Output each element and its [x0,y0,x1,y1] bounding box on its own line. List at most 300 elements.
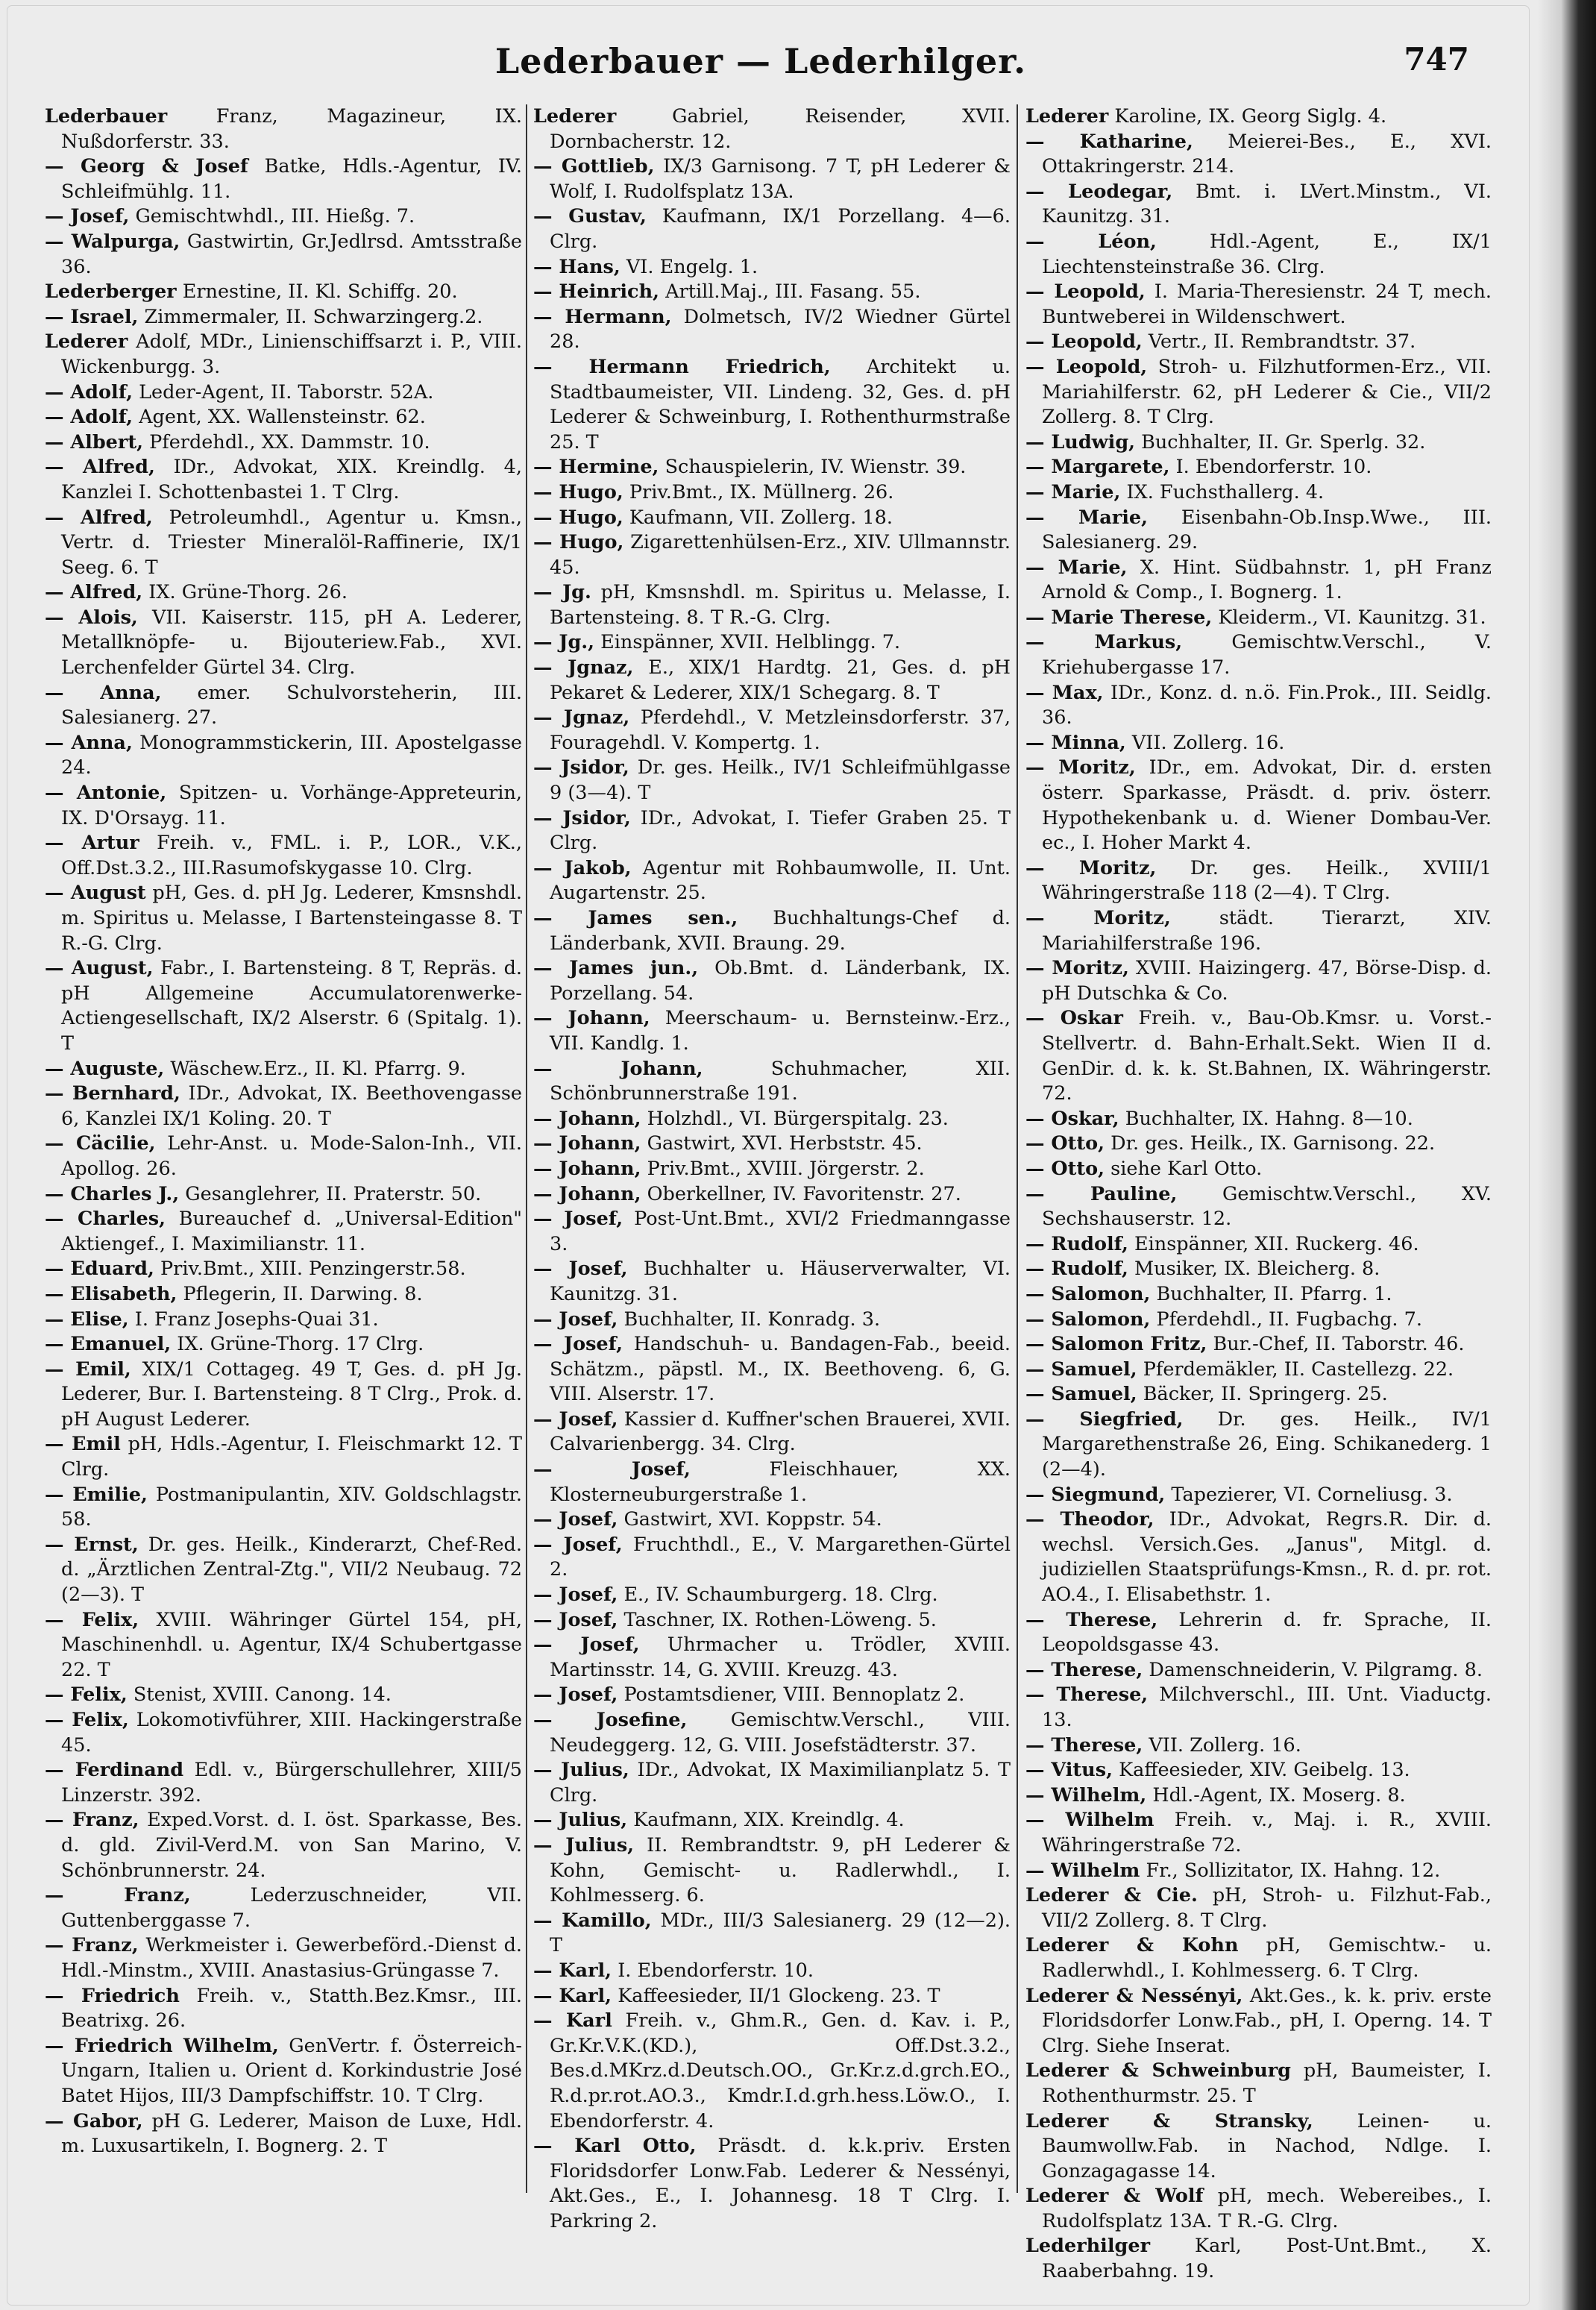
directory-entry [1025,2234,1492,2284]
directory-entry [533,455,1011,480]
entry-name: — Johann, [533,1007,650,1030]
entry-name: — Moritz, [1025,957,1129,980]
directory-entry [1025,480,1492,506]
directory-entry [1025,1257,1492,1282]
entry-text: Kaufmann, IX/1 Porzellang. 4—6. Clrg. [550,205,1011,253]
entry-text: Dr. ges. Heilk., XVIII/1 Währingerstraße 118 (2—4). T Clrg. [1042,856,1492,905]
directory-entry [1025,906,1492,956]
directory-entry [1025,606,1492,631]
directory-entry [45,1082,522,1132]
entry-text: pH, Stroh- u. Filzhut-Fab., VII/2 Zollerg. 8. T Clrg. [1042,1884,1492,1932]
directory-entry [1025,1232,1492,1258]
entry-name: — Charles, [45,1208,166,1231]
entry-text: Buchhalter, II. Pfarrg. 1. [1156,1282,1392,1305]
directory-entry [45,1483,522,1533]
entry-text: Freih. v., Ghm.R., Gen. d. Kav. i. P., Gr.Kr.V.K.(KD.), Off.Dst.3.2., Bes.d.MKrz.d.Deutsch.OO., Gr.Kr.z.d.grch.EO., R.d.pr.rot.AO.3., Kmdr.I.d.grh.hess.Löw.O., I. Ebendorferstr. 4. [550,2009,1011,2132]
directory-entry [533,1006,1011,1056]
entry-name: — Hugo, [533,480,623,503]
directory-entry [1025,1107,1492,1132]
entry-name: — Siegfried, [1025,1407,1184,1431]
entry-text: Dr. ges. Heilk., IV/1 Margarethenstraße 26, Eing. Schikanederg. 1 (2—4). [1042,1407,1492,1481]
directory-entry [1025,355,1492,430]
entry-name: — Salomon Fritz, [1025,1333,1207,1356]
directory-entry [1025,1507,1492,1607]
directory-entry [533,856,1011,906]
entry-name: — Heinrich, [533,280,659,304]
directory-entry [1025,630,1492,680]
entry-name: — Josef, [533,1508,618,1531]
entry-name: — Leodegar, [1025,180,1173,203]
entry-text: Hdl.-Agent, E., IX/1 Liechtensteinstraße 36. Clrg. [1042,230,1492,278]
directory-entry [1025,1308,1492,1333]
directory-entry [1025,1733,1492,1759]
directory-entry [1025,280,1492,330]
directory-entry [533,806,1011,856]
directory-entry [45,1332,522,1358]
directory-entry [45,1257,522,1282]
entry-text: Gemischtwhdl., III. Hießg. 7. [135,205,415,228]
directory-entry [45,1883,522,1933]
entry-name: — Franz, [45,1884,191,1907]
entry-text: E., XIX/1 Hardtg. 21, Ges. d. pH Pekaret & Lederer, XIX/1 Schegarg. 8. T [550,656,1011,704]
directory-entry [45,330,522,380]
entry-name: — Leopold, [1025,355,1148,378]
directory-entry [45,1533,522,1608]
entry-text: Lehrerin d. fr. Sprache, II. Leopoldsgasse 43. [1042,1608,1492,1657]
entry-name: — Léon, [1025,230,1157,253]
entry-name: — Josef, [533,1633,640,1657]
entry-text: Dr. ges. Heilk., IV/1 Schleifmühlgasse 9 (3—4). T [550,756,1011,805]
entry-name: — Leopold, [1025,330,1143,354]
entry-text: Lokomotivführer, XIII. Hackingerstraße 45. [61,1709,522,1757]
entry-text: Postmanipulantin, XIV. Goldschlagstr. 58. [61,1483,522,1531]
directory-entry [533,1583,1011,1608]
entry-name: — Therese, [1025,1658,1143,1681]
entry-text: Zimmermaler, II. Schwarzingerg.2. [144,305,483,328]
entry-text: Kaufmann, VII. Zollerg. 18. [629,506,893,529]
entry-text: XVIII. Währinger Gürtel 154, pH, Maschinenhdl. u. Agentur, IX/4 Schubertgasse 22. T [61,1608,522,1681]
entry-text: GenVertr. f. Österreich-Ungarn, Italien u. Orient d. Korkindustrie José Batet Hijos, III/3 Dampfschiffstr. 10. T Clrg. [61,2034,522,2107]
entry-name: — Johann, [533,1132,641,1155]
directory-entry [1025,1132,1492,1157]
directory-entry [533,1533,1011,1583]
directory-entry [45,1683,522,1708]
entry-name: — Josef, [533,1683,618,1707]
entry-text: Buchhalter u. Häuserverwalter, VI. Kaunitzg. 31. [550,1258,1011,1305]
directory-entry [533,280,1011,305]
entry-name: — Margarete, [1025,456,1170,479]
entry-text: I. Maria-Theresienstr. 24 T, mech. Buntweberei in Wildenschwert. [1042,280,1492,328]
entry-text: Pferdemäkler, II. Castellezg. 22. [1143,1358,1454,1381]
entry-name: — Samuel, [1025,1383,1137,1406]
entry-text: Agentur mit Rohbaumwolle, II. Unt. Augartenstr. 25. [550,856,1011,905]
entry-name: — Elisabeth, [45,1282,177,1305]
entry-text: Freih. v., Bau-Ob.Kmsr. u. Vorst.-Stellvertr. d. Bahn-Erhalt.Sekt. Wien II d. GenDir. d. k. k. St.Bahnen, IX. Währingerstr. 72. [1042,1007,1492,1105]
directory-entry [45,1808,522,1883]
entry-name: — Friedrich [45,1984,180,2007]
entry-text: pH, Hdls.-Agentur, I. Fleischmarkt 12. T Clrg. [61,1433,522,1481]
entry-name: — Artur [45,832,139,855]
entry-text: IX/3 Garnisong. 7 T, pH Lederer & Wolf, I. Rudolfsplatz 13A. [550,155,1011,203]
directory-entry [45,1933,522,1983]
entry-text: Lederzuschneider, VII. Guttenberggasse 7. [61,1884,522,1932]
directory-entry [533,1959,1011,1984]
entry-name: — Emilie, [45,1483,148,1506]
directory-entry [45,1308,522,1333]
entry-name: — Josef, [533,1458,691,1481]
entry-name: — James sen., [533,907,738,929]
directory-entry [1025,556,1492,606]
entry-text: Priv.Bmt., XIII. Penzingerstr.58. [160,1258,466,1281]
directory-entry [45,956,522,1056]
directory-entry [45,1758,522,1808]
entry-name: — Emil [45,1433,121,1456]
entry-text: Bur.-Chef, II. Taborstr. 46. [1213,1333,1465,1356]
entry-text: Kaffeesieder, XIV. Geibelg. 13. [1119,1759,1410,1782]
entry-name: — Therese, [1025,1733,1143,1757]
entry-name: — Charles J., [45,1182,180,1205]
entry-text: Dolmetsch, IV/2 Wiedner Gürtel 28. [550,305,1011,354]
entry-text: Wäschew.Erz., II. Kl. Pfarrg. 9. [170,1057,466,1080]
entry-name: — Gustav, [533,205,647,228]
directory-entry [533,580,1011,630]
entry-text: Stenist, XVIII. Canong. 14. [133,1683,392,1707]
entry-name: — Otto, [1025,1132,1105,1155]
entry-text: Damenschneiderin, V. Pilgramg. 8. [1149,1658,1483,1681]
entry-name: — Wilhelm [1025,1859,1140,1882]
entry-name: — Julius, [533,1833,635,1857]
entry-text: Handschuh- u. Bandagen-Fab., beeid. Schätzm., päpstl. M., IX. Beethoveng. 6, G. VIII. Alserstr. 17. [550,1333,1011,1406]
entry-text: IDr., Konz. d. n.ö. Fin.Prok., III. Seidlg. 36. [1042,681,1492,729]
entry-name: — Jg. [533,581,591,604]
entry-text: IX. Grüne-Thorg. 26. [148,581,348,604]
entry-text: Buchhalter, II. Konradg. 3. [623,1308,881,1331]
entry-text: Einspänner, XVII. Helblingg. 7. [600,631,901,654]
entry-name: — Gottlieb, [533,155,655,178]
directory-entry [533,1332,1011,1407]
entry-name: — Marie, [1025,480,1121,503]
directory-entry [1025,104,1492,130]
directory-entry [533,1107,1011,1132]
entry-text: Pferdehdl., II. Fugbachg. 7. [1156,1308,1422,1331]
entry-name: Lederer & Nessényi, [1025,1984,1243,2007]
entry-text: VII. Kaiserstr. 115, pH A. Lederer, Metallknöpfe- u. Bijouteriew.Fab., XVI. Lerchenfelder Gürtel 34. Clrg. [61,606,522,679]
entry-name: — Franz, [45,1934,139,1957]
entry-name: — Salomon, [1025,1282,1151,1305]
directory-entry [533,1909,1011,1959]
entry-name: — Karl [533,2009,612,2033]
entry-name: — Julius, [533,1809,628,1832]
entry-text: I. Ebendorferstr. 10. [1175,456,1372,479]
directory-entry [533,530,1011,580]
entry-name: — Pauline, [1025,1182,1178,1205]
entry-text: XVIII. Haizingerg. 47, Börse-Disp. d. pH Dutschka & Co. [1042,957,1492,1005]
entry-name: — Jakob, [533,856,632,879]
entry-name: — Hermann, [533,305,672,328]
entry-name: — Marie Therese, [1025,606,1213,629]
entry-name: — Jsidor, [533,806,631,829]
entry-text: Milchverschl., III. Unt. Viaductg. 13. [1042,1683,1492,1731]
entry-name: — Julius, [533,1759,629,1782]
entry-name: — Walpurga, [45,230,180,253]
entry-name: — Adolf, [45,380,133,404]
entry-name: — Anna, [45,731,133,754]
entry-text: II. Rembrandtstr. 9, pH Lederer & Kohn, Gemischt- u. Radlerwhdl., I. Kohlmesserg. 6. [550,1833,1011,1907]
entry-name: — Moritz, [1025,907,1171,929]
entry-name: Lederer & Stransky, [1025,2109,1313,2132]
entry-text: Gemischtw.Verschl., XV. Sechshauserstr. 12. [1042,1182,1492,1231]
entry-name: Lederer [1025,105,1109,128]
directory-entry [533,2134,1011,2234]
entry-text: Kassier d. Kuffner'schen Brauerei, XVII. Calvarienbergg. 34. Clrg. [550,1407,1011,1456]
entry-name: — Eduard, [45,1258,154,1281]
directory-entry [1025,230,1492,280]
entry-text: Freih. v., Statth.Bez.Kmsr., III. Beatrixg. 26. [61,1984,522,2033]
entry-text: Pferdehdl., XX. Dammstr. 10. [149,430,430,453]
directory-entry [1025,506,1492,556]
entry-name: — Theodor, [1025,1508,1154,1531]
entry-text: Einspänner, XII. Ruckerg. 46. [1134,1232,1419,1255]
directory-entry [533,630,1011,656]
entry-name: — Karl, [533,1984,612,2007]
entry-name: — August, [45,957,154,980]
entry-text: Artill.Maj., III. Fasang. 55. [665,280,921,304]
entry-name: — Franz, [45,1809,139,1832]
entry-text: Zigarettenhülsen-Erz., XIV. Ullmannstr. 45. [550,531,1011,579]
entry-text: Kaufmann, XIX. Kreindlg. 4. [633,1809,905,1832]
entry-text: Adolf, MDr., Linienschiffsarzt i. P., VIII. Wickenburgg. 3. [61,330,522,378]
directory-entry [45,1182,522,1208]
entry-text: Priv.Bmt., IX. Müllnerg. 26. [629,480,894,503]
entry-text: Pferdehdl., V. Metzleinsdorferstr. 37, Fouragehdl. V. Kompertg. 1. [550,706,1011,754]
entry-name: Lederer & Wolf [1025,2185,1204,2208]
directory-entry [533,1057,1011,1107]
entry-name: Lederhilger [1025,2235,1151,2258]
entry-text: Tapezierer, VI. Corneliusg. 3. [1171,1483,1453,1506]
directory-entry [533,1257,1011,1307]
entry-name: — Rudolf, [1025,1232,1128,1255]
entry-name: — Katharine, [1025,130,1193,153]
entry-text: X. Hint. Südbahnstr. 1, pH Franz Arnold & Comp., I. Bognerg. 1. [1042,556,1492,604]
entry-name: — Karl, [533,1959,612,1982]
entry-name: — Moritz, [1025,756,1136,779]
directory-entry [45,881,522,956]
entry-text: Ob.Bmt. d. Länderbank, IX. Porzellang. 54. [550,957,1011,1005]
directory-entry [1025,1182,1492,1232]
entry-text: Dr. ges. Heilk., Kinderarzt, Chef-Red. d. „Ärztlichen Zentral-Ztg.", VII/2 Neubaug. 72 (2—3). T [61,1533,522,1607]
directory-entry [45,455,522,505]
column-3 [1025,104,1492,2290]
entry-name: — Johann, [533,1182,641,1205]
directory-entry [1025,430,1492,456]
directory-entry [533,1182,1011,1208]
entry-name: — Jsidor, [533,756,629,779]
directory-entry [1025,2109,1492,2185]
directory-entry [45,405,522,430]
entry-text: Priv.Bmt., XVIII. Jörgerstr. 2. [647,1157,925,1180]
entry-name: — Johann, [533,1107,641,1130]
entry-name: — Max, [1025,681,1104,704]
entry-name: — Johann, [533,1157,641,1180]
directory-entry [1025,2059,1492,2109]
entry-name: — Anna, [45,681,162,704]
column-2 [533,104,1011,2290]
directory-entry [1025,1658,1492,1683]
directory-entry [1025,330,1492,355]
directory-entry [1025,756,1492,856]
directory-entry [1025,1883,1492,1933]
entry-name: — Alfred, [45,506,153,529]
directory-entry [45,430,522,456]
directory-entry [45,1708,522,1758]
entry-text: IDr., Advokat, Regrs.R. Dir. d. wechsl. Versich.Ges. „Janus", Mitgl. d. judiziellen Staatsprüfungs-Kmsn., R. d. pr. rot. AO.4., I. Elisabethstr. 1. [1042,1508,1492,1607]
entry-name: — Adolf, [45,406,133,429]
entry-text: IDr., Advokat, I. Tiefer Graben 25. T Clrg. [550,806,1011,855]
directory-entry [45,1984,522,2034]
entry-name: — Wilhelm, [1025,1783,1147,1807]
directory-entry [1025,731,1492,756]
entry-text: MDr., III/3 Salesianerg. 29 (12—2). T [550,1909,1011,1957]
directory-entry [1025,180,1492,230]
entry-name: — Emil, [45,1358,131,1381]
column-divider [526,104,527,2193]
entry-text: Vertr., II. Rembrandtstr. 37. [1148,330,1416,354]
entry-name: — Elise, [45,1308,129,1331]
entry-text: Freih. v., FML. i. P., LOR., V.K., Off.Dst.3.2., III.Rasumofskygasse 10. Clrg. [61,832,522,879]
directory-entry [1025,2184,1492,2234]
entry-text: Gesanglehrer, II. Praterstr. 50. [185,1182,482,1205]
entry-name: — Alfred, [45,581,143,604]
directory-entry [45,380,522,406]
entry-name: — Hans, [533,255,621,278]
directory-entry [533,204,1011,254]
entry-name: — Josef, [533,1308,618,1331]
entry-name: — Hugo, [533,531,624,554]
entry-text: Kaffeesieder, II/1 Glockeng. 23. T [618,1984,940,2007]
entry-name: Lederer & Cie. [1025,1884,1198,1907]
entry-name: — Ferdinand [45,1759,184,1782]
entry-text: städt. Tierarzt, XIV. Mariahilferstraße 196. [1042,907,1492,955]
entry-text: Stroh- u. Filzhutformen-Erz., VII. Mariahilferstr. 62, pH Lederer & Cie., VII/2 Zollerg. 8. T Clrg. [1042,355,1492,429]
entry-text: pH, mech. Webereibes., I. Rudolfsplatz 13A. T R.-G. Clrg. [1042,2185,1492,2232]
entry-name: — Jg., [533,631,595,654]
directory-entry [45,731,522,781]
entry-text: E., IV. Schaumburgerg. 18. Clrg. [623,1584,938,1607]
entry-text: I. Franz Josephs-Quai 31. [134,1308,379,1331]
directory-entry [533,1608,1011,1633]
directory-entry [1025,1282,1492,1308]
entry-text: Gemischtw.Verschl., VIII. Neudeggerg. 12, G. VIII. Josefstädterstr. 37. [550,1709,1011,1757]
entry-name: — Minna, [1025,731,1126,754]
entry-name: — Josef, [533,1333,623,1356]
directory-entry [533,2009,1011,2134]
entry-text: Gastwirtin, Gr.Jedlrsd. Amtsstraße 36. [61,230,522,278]
directory-entry [533,104,1011,154]
entry-text: Uhrmacher u. Trödler, XVIII. Martinsstr. 14, G. XVIII. Kreuzg. 43. [550,1633,1011,1681]
entry-text: Akt.Ges., k. k. priv. erste Floridsdorfer Lonw.Fab., pH, I. Operng. 14. T Clrg. Siehe Inserat. [1042,1984,1492,2057]
entry-text: Architekt u. Stadtbaumeister, VII. Lindeng. 32, Ges. d. pH Lederer & Schweinburg, I. Rothenthurmstraße 25. T [550,355,1011,453]
directory-entry [533,154,1011,204]
entry-text: Karl, Post-Unt.Bmt., X. Raaberbahng. 19. [1042,2235,1492,2283]
entry-name: — Siegmund, [1025,1483,1166,1506]
entry-name: — Vitus, [1025,1759,1113,1782]
entry-name: — Josef, [533,1407,618,1431]
book-edge [1538,0,1596,2310]
entry-text: Edl. v., Bürgerschullehrer, XIII/5 Linzerstr. 392. [61,1759,522,1807]
entry-name: — Josef, [533,1208,623,1231]
directory-entry [1025,1157,1492,1182]
entry-name: — Otto, [1025,1157,1105,1180]
entry-text: Gastwirt, XVI. Herbststr. 45. [647,1132,923,1155]
directory-entry [533,1683,1011,1708]
entry-text: Ernestine, II. Kl. Schiffg. 20. [182,280,458,304]
entry-text: Musiker, IX. Bleicherg. 8. [1134,1258,1380,1281]
directory-entry [45,506,522,581]
entry-text: IX. Fuchsthallerg. 4. [1126,480,1325,503]
entry-text: Buchhalter, II. Gr. Sperlg. 32. [1141,430,1426,453]
directory-entry [533,1207,1011,1257]
page-number: 747 [1404,41,1469,78]
entry-text: Holzhdl., VI. Bürgerspitalg. 23. [647,1107,949,1130]
entry-text: VII. Zollerg. 16. [1131,731,1285,754]
entry-text: IDr., Advokat, IX Maximilianplatz 5. T Clrg. [550,1759,1011,1807]
page-header [0,41,1521,86]
entry-name: — Oskar [1025,1007,1123,1030]
directory-entry [1025,1933,1492,1983]
directory-entry [45,305,522,330]
entry-name: — Alfred, [45,456,155,479]
entry-name: Lederer & Kohn [1025,1934,1239,1957]
entry-text: Spitzen- u. Vorhänge-Appreteurin, IX. D'Orsayg. 11. [61,782,522,829]
entry-text: Meierei-Bes., E., XVI. Ottakringerstr. 214. [1042,130,1492,178]
entry-name: — Felix, [45,1608,139,1631]
entry-text: I. Ebendorferstr. 10. [618,1959,814,1982]
entry-name: — Josef, [533,1584,618,1607]
entry-text: Lehr-Anst. u. Mode-Salon-Inh., VII. Apollog. 26. [61,1132,522,1180]
entry-text: Agent, XX. Wallensteinstr. 62. [139,406,426,429]
entry-name: — Ludwig, [1025,430,1136,453]
directory-entry [1025,1683,1492,1733]
running-title: Lederbauer — Lederhilger. [494,41,1027,81]
entry-name: — Salomon, [1025,1308,1151,1331]
entry-name: Lederbauer [45,105,168,128]
directory-entry [1025,1783,1492,1809]
entry-name: — Marie, [1025,556,1128,579]
directory-entry [533,1157,1011,1182]
entry-text: Gastwirt, XVI. Koppstr. 54. [623,1508,882,1531]
entry-text: Gabriel, Reisender, XVII. Dornbacherstr. 12. [550,105,1011,153]
entry-name: — Johann, [533,1057,703,1080]
entry-text: Eisenbahn-Ob.Insp.Wwe., III. Salesianerg. 29. [1042,506,1492,554]
entry-name: — Leopold, [1025,280,1146,304]
directory-entry [1025,1006,1492,1106]
directory-entry [533,906,1011,956]
directory-entry [533,1833,1011,1909]
directory-entry [533,255,1011,280]
entry-name: — Emanuel, [45,1333,172,1356]
entry-text: Bäcker, II. Springerg. 25. [1143,1383,1388,1406]
directory-entry [1025,681,1492,731]
entry-text: VI. Engelg. 1. [626,255,758,278]
entry-name: — Marie, [1025,506,1149,529]
directory-entry [45,1432,522,1482]
entry-text: Karoline, IX. Georg Siglg. 4. [1114,105,1387,128]
entry-name: — August [45,882,146,905]
entry-text: Franz, Magazineur, IX. Nußdorferstr. 33. [61,105,522,153]
entry-text: Leder-Agent, II. Taborstr. 52A. [139,380,434,404]
column-divider [1017,104,1018,2193]
directory-entry [45,1132,522,1181]
